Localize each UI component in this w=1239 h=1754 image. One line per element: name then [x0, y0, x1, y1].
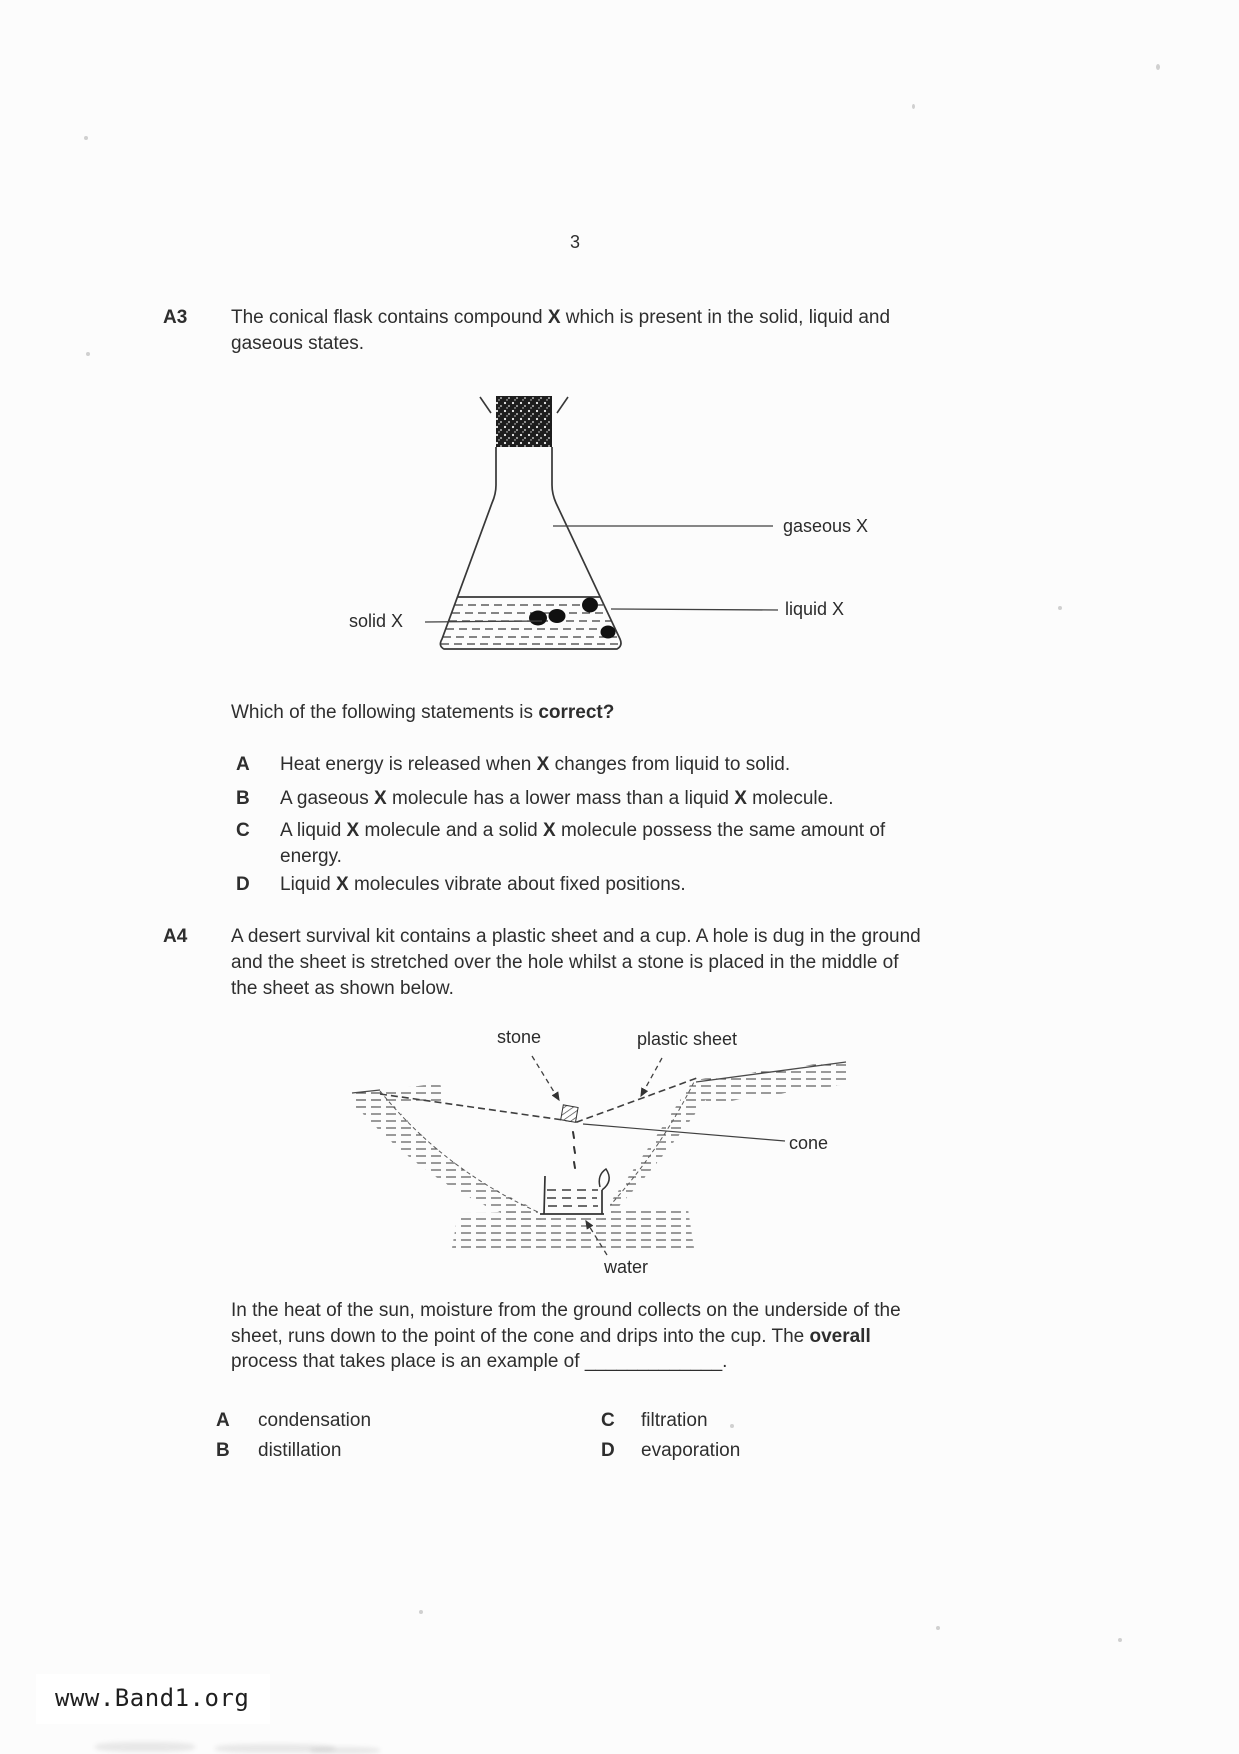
q3-option-d-letter: D	[236, 874, 250, 895]
q4-option-b	[216, 1438, 341, 1464]
q3-option-c	[236, 818, 885, 870]
q4-option-c-letter: C	[601, 1410, 615, 1431]
stone-label: stone	[497, 1027, 542, 1047]
q4-option-c	[601, 1408, 708, 1434]
scan-speck	[912, 104, 915, 109]
q3-option-d-text: Liquid X molecules vibrate about fixed positions.	[280, 874, 686, 895]
q3-option-c-text: A liquid X molecule and a solid X molecule possess the same amount of energy.	[280, 820, 886, 867]
scan-speck	[1118, 1638, 1122, 1642]
cup-backdrop	[538, 1168, 610, 1218]
water-drips	[573, 1132, 575, 1168]
water-label: water	[604, 1257, 649, 1277]
scan-speck	[1156, 64, 1160, 70]
solid-x-label: solid X	[349, 611, 404, 631]
q3-option-b-letter: B	[236, 788, 250, 809]
question-a4-stem: A desert survival kit contains a plastic sheet and a cup. A hole is dug in the ground and the sheet is stretched over the hole whilst a stone is placed in the middle of the sheet as shown below.	[231, 926, 921, 999]
gaseous-x-label: gaseous X	[783, 516, 869, 536]
plastic-sheet-label: plastic sheet	[637, 1029, 738, 1049]
desert-survival-diagram	[340, 1020, 860, 1290]
desert-survival-drawing	[340, 1020, 860, 1290]
scan-speck	[86, 352, 90, 356]
q3-option-b-text: A gaseous X molecule has a lower mass than a liquid X molecule.	[280, 788, 834, 809]
q3-option-c-letter: C	[236, 820, 250, 841]
q4-followup-paragraph: In the heat of the sun, moisture from the ground collects on the underside of the sheet, runs down to the point of the cone and drips into the cup. The overall process that takes place is an example of _____________.	[231, 1300, 901, 1372]
q4-option-d-text: evaporation	[641, 1440, 741, 1461]
watermark-url: www.Band1.org	[55, 1684, 250, 1712]
q4-option-a-text: condensation	[258, 1410, 372, 1431]
q3-option-a-text: Heat energy is released when X changes from liquid to solid.	[280, 754, 791, 775]
scan-speck	[1058, 606, 1062, 610]
q4-option-d	[601, 1438, 740, 1464]
q3-option-a-letter: A	[236, 754, 250, 775]
scan-speck	[936, 1626, 940, 1630]
plastic-sheet-arrow	[641, 1058, 662, 1096]
q4-option-b-letter: B	[216, 1440, 230, 1461]
plastic-sheet-line	[380, 1078, 697, 1122]
q4-option-a	[216, 1408, 371, 1434]
solid-leader-line	[425, 621, 542, 622]
scan-speck	[84, 136, 88, 140]
q3-option-a	[236, 752, 790, 778]
question-a4-id: A4	[163, 926, 188, 947]
scan-speck	[730, 1424, 734, 1428]
question-a4	[163, 924, 921, 1002]
question-a3-stem: The conical flask contains compound X which is present in the solid, liquid and gaseous states.	[231, 307, 891, 354]
q4-option-c-text: filtration	[641, 1410, 708, 1431]
question-a3-id: A3	[163, 307, 188, 328]
liquid-leader-line	[611, 609, 778, 610]
liquid-x-label: liquid X	[785, 599, 845, 619]
scan-smudge	[310, 1747, 380, 1754]
page-number: 3	[570, 232, 581, 252]
scan-speck	[419, 1610, 423, 1614]
q3-option-b	[236, 786, 833, 812]
flask-stopper	[496, 396, 552, 447]
cone-label: cone	[789, 1133, 829, 1153]
q3-option-d	[236, 872, 686, 898]
ground-hatching	[352, 1060, 848, 1248]
conical-flask-diagram	[295, 385, 935, 670]
q3-question: Which of the following statements is correct?	[231, 702, 615, 723]
q4-option-b-text: distillation	[258, 1440, 342, 1461]
stone-arrow	[532, 1056, 559, 1100]
scan-smudge	[95, 1742, 195, 1752]
stone-shape	[561, 1105, 578, 1122]
q4-option-a-letter: A	[216, 1410, 230, 1431]
question-a3	[163, 305, 890, 357]
q4-option-d-letter: D	[601, 1440, 615, 1461]
